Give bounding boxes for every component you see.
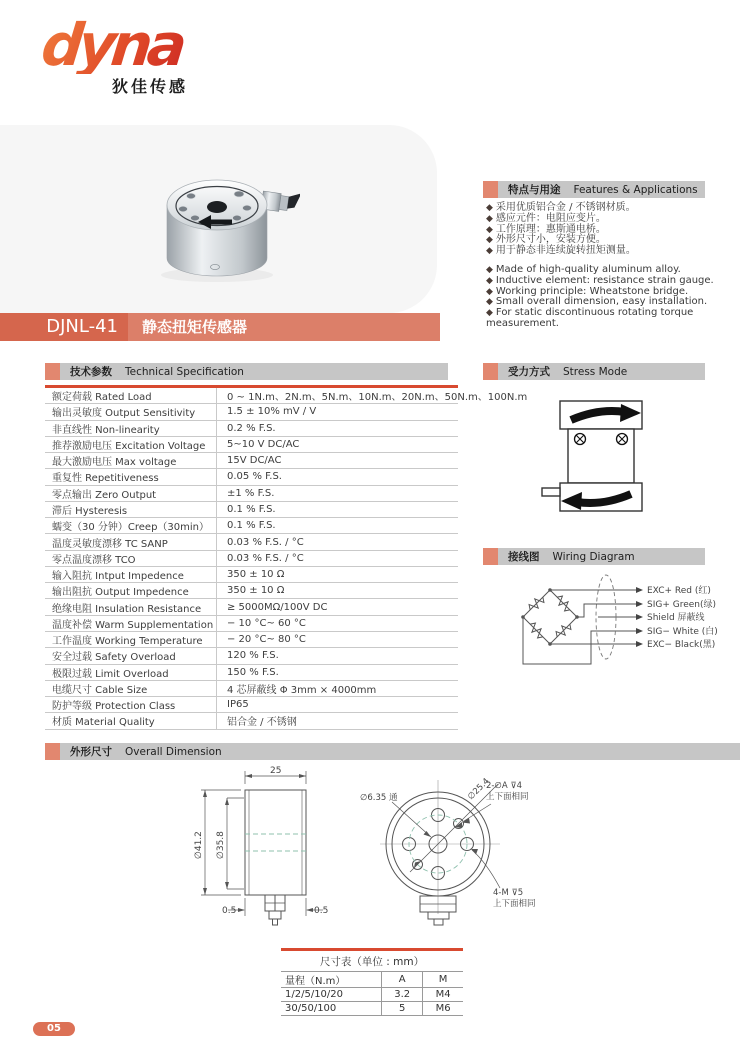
spec-label: 极限过载 Limit Overload [45,665,217,680]
spec-value: 0 ~ 1N.m、2N.m、5N.m、10N.m、20N.m、50N.m、100N.m [227,392,528,404]
strain-gauge-lines [245,834,306,851]
spec-label: 电缆尺寸 Cable Size [45,681,217,696]
size-col-header: A [382,972,423,988]
features-list-en [486,265,738,330]
label-hole-a-2: 上下面相同 [486,792,529,802]
spec-row [45,713,458,729]
dim-gap-right: 0.5 [314,906,329,916]
bridge-nodes [521,588,579,646]
brand-logo-text: dyna [39,16,245,74]
spec-value: IP65 [227,699,249,711]
wire-arrowheads [636,587,643,647]
feature-text: Made of high-quality aluminum alloy. [495,264,681,275]
features-header-en: Features & Applications [573,183,698,196]
spec-row [45,551,458,567]
wire-label: EXC− Black(黑) [647,640,716,650]
size-cell: 1/2/5/10/20 [281,988,382,1002]
spec-value: 0.03 % F.S. / °C [227,536,304,548]
label-hole-a-1: 2-∅A ⊽4 [486,781,523,791]
spec-label: 蠕变（30 分钟）Creep（30min） [45,518,217,533]
leader-arrowheads [414,818,478,868]
spec-label: 非直线性 Non-linearity [45,421,217,436]
spec-value: 铝合金 / 不锈钢 [227,717,297,729]
label-hole-m-1: 4-M ⊽5 [493,888,524,898]
spec-label: 零点温度漂移 TCO [45,551,217,566]
wiring-section-header [483,548,705,565]
spec-label: 输出灵敏度 Output Sensitivity [45,404,217,419]
stress-header-zh: 受力方式 [508,366,550,378]
spec-value: 150 % F.S. [227,666,279,678]
spec-label: 绝缘电阻 Insulation Resistance [45,599,217,614]
diamond-bullet-icon: ◆ [486,275,493,286]
dim-inner-dia: ∅35.8 [216,831,226,859]
stress-mode-diagram [535,393,670,521]
spec-label: 最大激励电压 Max voltage [45,453,217,468]
wire-label: Shield 屏蔽线 [647,613,705,623]
spec-row [45,648,458,664]
product-model: DJNL-41 [0,313,128,341]
diamond-bullet-icon: ◆ [486,235,493,246]
spec-row [45,502,458,518]
wiring-header-en: Wiring Diagram [552,550,635,563]
spec-row [45,437,458,453]
feature-text: 用于静态非连续旋转扭矩测量。 [495,245,636,257]
spec-label: 输入阻抗 Intput Impedence [45,567,217,582]
brand-logo-subtitle: 狄佳传感 [112,77,189,96]
feature-text: Working principle: Wheatstone bridge. [495,285,689,297]
spec-header-en: Technical Specification [125,365,244,378]
feature-text: Small overall dimension, easy installation. [495,296,708,308]
size-table [281,948,463,1016]
spec-value: 0.05 % F.S. [227,471,282,483]
size-cell: 30/50/100 [281,1002,382,1016]
spec-label: 重复性 Repetitiveness [45,469,217,484]
feature-text: 采用优质铝合金 / 不锈钢材质。 [495,202,636,213]
spec-row [45,388,528,404]
diamond-bullet-icon: ◆ [486,224,493,235]
diamond-bullet-icon: ◆ [486,308,493,319]
wiring-header-zh: 接线图 [508,551,540,563]
section-marker-icon [483,548,498,565]
diamond-bullet-icon: ◆ [486,297,493,308]
dim-outer-dia: ∅41.2 [194,831,204,859]
section-marker-icon [45,743,60,760]
product-title-bar [0,313,440,341]
feature-text: 工作原理：惠斯通电桥。 [495,223,606,235]
diamond-bullet-icon: ◆ [486,286,493,297]
spec-value: ±1 % F.S. [227,487,275,499]
spec-row [45,567,458,583]
dim-top-width: 25 [270,766,282,776]
spec-value: − 20 °C~ 80 °C [227,634,306,646]
spec-value: 350 ± 10 Ω [227,569,285,581]
spec-value: 120 % F.S. [227,650,279,662]
size-table-title: 尺寸表（单位 : mm） [319,956,425,968]
brand-logo [38,11,242,97]
label-hole-m-2: 上下面相同 [493,899,536,909]
spec-value: 1.5 ± 10% mV / V [227,406,317,418]
size-cell: M6 [423,1002,463,1016]
label-center-hole: ∅6.35 通 [360,793,398,803]
torque-sensor-image [150,163,300,288]
size-table-header-row [281,972,463,988]
wheatstone-bridge [523,590,636,664]
spec-label: 输出阻抗 Output Impedence [45,583,217,598]
size-table-row [281,1002,463,1016]
spec-row [45,583,458,599]
spec-label: 推荐激励电压 Excitation Voltage [45,437,217,452]
spec-row [45,421,458,437]
spec-row [45,599,458,615]
section-marker-icon [45,363,60,380]
label-bolt-circle: ∅25.4 [466,776,492,803]
spec-label: 温度灵敏度漂移 TC SANP [45,534,217,549]
dim-gap-left: 0.5 [222,906,237,916]
spec-value: 5~10 V DC/AC [227,438,300,450]
spec-value: 15V DC/AC [227,455,282,467]
spec-value: 0.1 % F.S. [227,520,276,532]
section-marker-icon [483,181,498,198]
features-list-zh [486,203,738,257]
diamond-bullet-icon: ◆ [486,246,493,257]
feature-text: 感应元件：电阻应变片。 [495,212,606,224]
stress-section-header [483,363,705,380]
size-table-row [281,988,463,1002]
spec-row [45,453,458,469]
spec-header-zh: 技术参数 [70,366,112,378]
spec-label: 滞后 Hysteresis [45,502,217,517]
spec-label: 额定荷载 Rated Load [45,388,217,403]
stress-header-en: Stress Mode [563,365,628,378]
spec-label: 工作温度 Working Temperature [45,632,217,647]
size-cell: 3.2 [382,988,423,1002]
spec-row [45,469,458,485]
feature-text: For static discontinuous rotating torque measurement. [486,307,694,329]
feature-item [486,246,738,257]
section-marker-icon [483,363,498,380]
spec-value: − 10 °C~ 60 °C [227,617,306,629]
wire-label: EXC+ Red (红) [647,586,711,596]
spec-label: 材质 Material Quality [45,713,217,728]
features-header-zh: 特点与用途 [508,184,561,196]
front-view-drawing [358,762,548,937]
spec-row [45,518,458,534]
features-section-header [483,181,705,198]
wire-label: SIG− White (白) [647,627,718,637]
feature-text: Inductive element: resistance strain gauge. [495,274,714,286]
size-col-header: M [423,972,463,988]
feature-item [486,308,738,330]
dimension-section-header [45,743,740,760]
wire-label: SIG+ Green(绿) [647,600,717,610]
spec-value: ≥ 5000MΩ/100V DC [227,601,328,613]
page-number-badge: 05 [33,1022,75,1036]
spec-row [45,697,458,713]
spec-value: 0.2 % F.S. [227,422,276,434]
spec-value: 0.03 % F.S. / °C [227,552,304,564]
spec-value: 4 芯屏蔽线 Φ 3mm × 4000mm [227,684,377,696]
side-view-drawing [178,762,358,937]
spec-row [45,681,458,697]
spec-label: 防护等级 Protection Class [45,697,217,712]
spec-row [45,616,458,632]
size-cell: M4 [423,988,463,1002]
spec-row [45,665,458,681]
product-photo-card [0,125,437,313]
diamond-bullet-icon: ◆ [486,213,493,224]
diamond-bullet-icon: ◆ [486,203,493,213]
spec-value: 0.1 % F.S. [227,503,276,515]
dimension-header-en: Overall Dimension [125,745,222,758]
sensor-center-hole [207,201,227,213]
feature-text: 外形尺寸小，安装方便。 [495,234,606,246]
spec-label: 安全过载 Safety Overload [45,648,217,663]
spec-row [45,534,458,550]
spec-value: 350 ± 10 Ω [227,585,285,597]
product-name: 静态扭矩传感器 [128,313,440,341]
dimension-header-zh: 外形尺寸 [70,746,112,758]
wiring-diagram [480,570,745,678]
spec-section-header [45,363,448,380]
spec-row [45,632,458,648]
diamond-bullet-icon: ◆ [486,265,493,275]
spec-row [45,486,458,502]
spec-label: 零点输出 Zero Output [45,486,217,501]
size-cell: 5 [382,1002,423,1016]
spec-row [45,404,458,420]
size-col-header: 量程（N.m） [281,972,382,988]
spec-label: 温度补偿 Warm Supplementation [45,616,217,631]
